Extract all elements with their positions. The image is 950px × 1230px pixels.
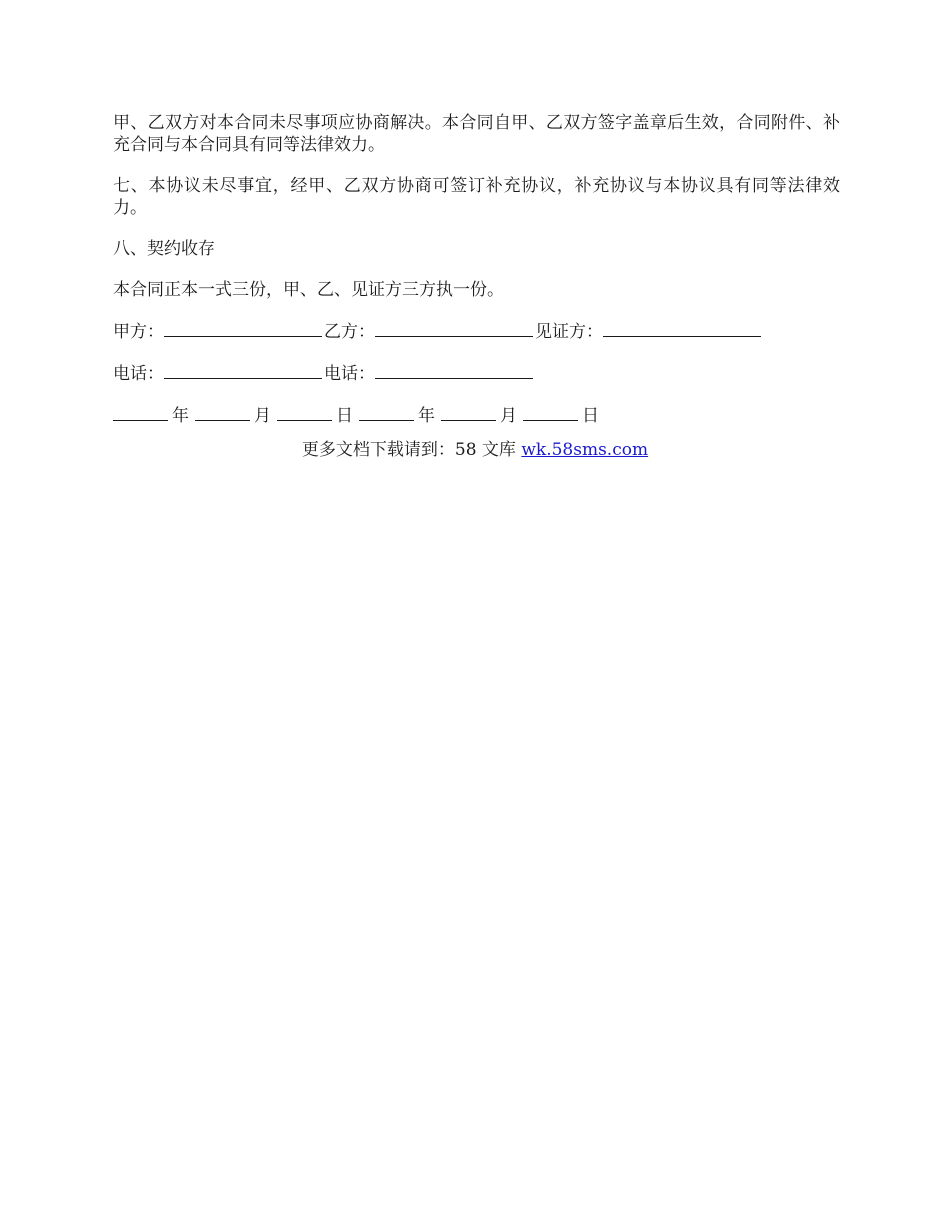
day-1-label: 日: [336, 406, 353, 426]
witness-blank[interactable]: [603, 320, 761, 337]
party-a-blank[interactable]: [164, 320, 322, 337]
month-1-blank[interactable]: [195, 404, 250, 421]
phone-a-label: 电话：: [113, 364, 164, 384]
day-2-blank[interactable]: [523, 404, 578, 421]
clause-eight-heading: 八、契约收存: [113, 239, 215, 259]
month-1-label: 月: [254, 406, 271, 426]
document-page: [113, 112, 840, 446]
phone-b-blank[interactable]: [375, 362, 533, 379]
month-2-label: 月: [500, 406, 517, 426]
party-b-label: 乙方：: [324, 322, 375, 342]
download-footer: [0, 439, 950, 461]
phone-b-label: 电话：: [324, 364, 375, 384]
year-2-label: 年: [418, 406, 435, 426]
year-1-label: 年: [172, 406, 189, 426]
clause-copies: 本合同正本一式三份，甲、乙、见证方三方执一份。: [113, 280, 504, 300]
date-row: [113, 404, 840, 427]
phone-row: [113, 362, 840, 385]
clause-seven: 七、本协议未尽事宜，经甲、乙双方协商可签订补充协议，补充协议与本协议具有同等法律效力。: [113, 176, 840, 218]
footer-link[interactable]: wk.58sms.com: [521, 440, 649, 460]
party-b-blank[interactable]: [375, 320, 533, 337]
witness-label: 见证方：: [535, 322, 603, 342]
day-1-blank[interactable]: [277, 404, 332, 421]
year-2-blank[interactable]: [359, 404, 414, 421]
clause-effectiveness: 甲、乙双方对本合同未尽事项应协商解决。本合同自甲、乙双方签字盖章后生效，合同附件、补充合同与本合同具有同等法律效力。: [113, 113, 840, 155]
month-2-blank[interactable]: [441, 404, 496, 421]
day-2-label: 日: [582, 406, 599, 426]
year-1-blank[interactable]: [113, 404, 168, 421]
phone-a-blank[interactable]: [164, 362, 322, 379]
signature-row: [113, 320, 840, 343]
party-a-label: 甲方：: [113, 322, 164, 342]
footer-prefix: 更多文档下载请到：58 文库: [301, 440, 522, 460]
